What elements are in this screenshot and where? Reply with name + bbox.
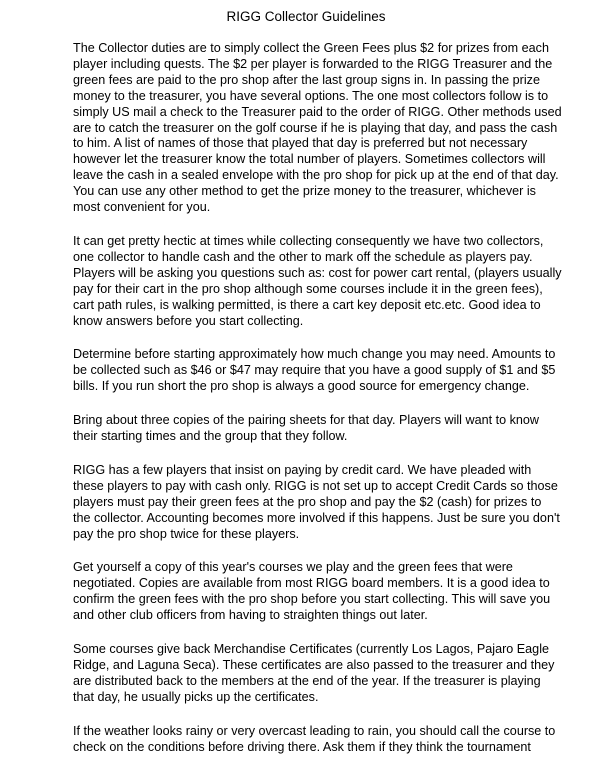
document-body <box>73 41 593 774</box>
text-line: however let the treasurer know the total number of players. Sometimes collectors will <box>73 152 546 167</box>
text-line: negotiated. Copies are available from most RIGG board members. It is a good idea to <box>73 576 550 591</box>
text-line: Players will be asking you questions such as: cost for power cart rental, (players usually <box>73 265 562 280</box>
text-line: confirm the green fees with the pro shop before you start collecting. This will save you <box>73 592 551 607</box>
text-line: most convenient for you. <box>73 200 211 215</box>
paragraph <box>73 560 593 624</box>
text-line: the collector. Accounting becomes more involved if this happens. Just be sure you don't <box>73 510 560 525</box>
paragraph <box>73 413 593 445</box>
paragraph <box>73 724 593 756</box>
text-line: player including quests. The $2 per player is forwarded to the RIGG Treasurer and the <box>73 56 553 71</box>
text-line: green fees are paid to the pro shop after the last group signs in. In passing the prize <box>73 72 540 87</box>
text-line: Determine before starting approximately how much change you may need. Amounts to <box>73 347 556 362</box>
paragraph <box>73 41 593 216</box>
text-line: know answers before you start collecting. <box>73 313 304 328</box>
text-line: pay for their cart in the pro shop although some courses include it in the green fees), <box>73 281 543 296</box>
text-line: their starting times and the group that they follow. <box>73 429 348 444</box>
text-line: cart path rules, is walking permitted, is there a cart key deposit etc.etc. Good idea to <box>73 297 541 312</box>
paragraph <box>73 642 593 706</box>
text-line: check on the conditions before driving there. Ask them if they think the tournament <box>73 739 531 754</box>
paragraph <box>73 463 593 543</box>
text-line: that day, he usually picks up the certificates. <box>73 689 319 704</box>
text-line: If the weather looks rainy or very overcast leading to rain, you should call the course to <box>73 723 556 738</box>
text-line: Some courses give back Merchandise Certificates (currently Los Lagos, Pajaro Eagle <box>73 642 549 657</box>
text-line: to him. A list of names of those that played that day is preferred but not necessary <box>73 136 528 151</box>
text-line: It can get pretty hectic at times while collecting consequently we have two collectors, <box>73 233 544 248</box>
paragraph <box>73 234 593 329</box>
text-line: RIGG has a few players that insist on paying by credit card. We have pleaded with <box>73 462 532 477</box>
text-line: and other club officers from having to straighten things out later. <box>73 608 428 623</box>
text-line: players must pay their green fees at the pro shop and pay the $2 (cash) for prizes to <box>73 494 542 509</box>
text-line: be collected such as $46 or $47 may require that you have a good supply of $1 and $5 <box>73 363 556 378</box>
text-line: money to the treasurer, you have several options. The one most collectors follow is to <box>73 88 549 103</box>
paragraph <box>73 347 593 395</box>
text-line: Get yourself a copy of this year's courses we play and the green fees that were <box>73 560 513 575</box>
text-line: are distributed back to the members at the end of the year. If the treasurer is playing <box>73 673 541 688</box>
text-line: are to catch the treasurer on the golf course if he is playing that day, and pass the cash <box>73 120 558 135</box>
text-line: these players to pay with cash only. RIGG is not set up to accept Credit Cards so those <box>73 478 558 493</box>
text-line: Bring about three copies of the pairing sheets for that day. Players will want to know <box>73 413 539 428</box>
text-line: one collector to handle cash and the other to mark off the schedule as players pay. <box>73 249 533 264</box>
text-line: leave the cash in a sealed envelope with the pro shop for pick up at the end of that day. <box>73 168 559 183</box>
text-line: simply US mail a check to the Treasurer paid to the order of RIGG. Other methods used <box>73 104 562 119</box>
text-line: pay the pro shop twice for these players. <box>73 526 300 541</box>
text-line: The Collector duties are to simply collect the Green Fees plus $2 for prizes from each <box>73 41 549 55</box>
text-line: bills. If you run short the pro shop is always a good source for emergency change. <box>73 379 530 394</box>
text-line: You can use any other method to get the prize money to the treasurer, whichever is <box>73 184 536 199</box>
text-line: Ridge, and Laguna Seca). These certificates are also passed to the treasurer and they <box>73 658 555 672</box>
document-title: RIGG Collector Guidelines <box>226 9 386 24</box>
